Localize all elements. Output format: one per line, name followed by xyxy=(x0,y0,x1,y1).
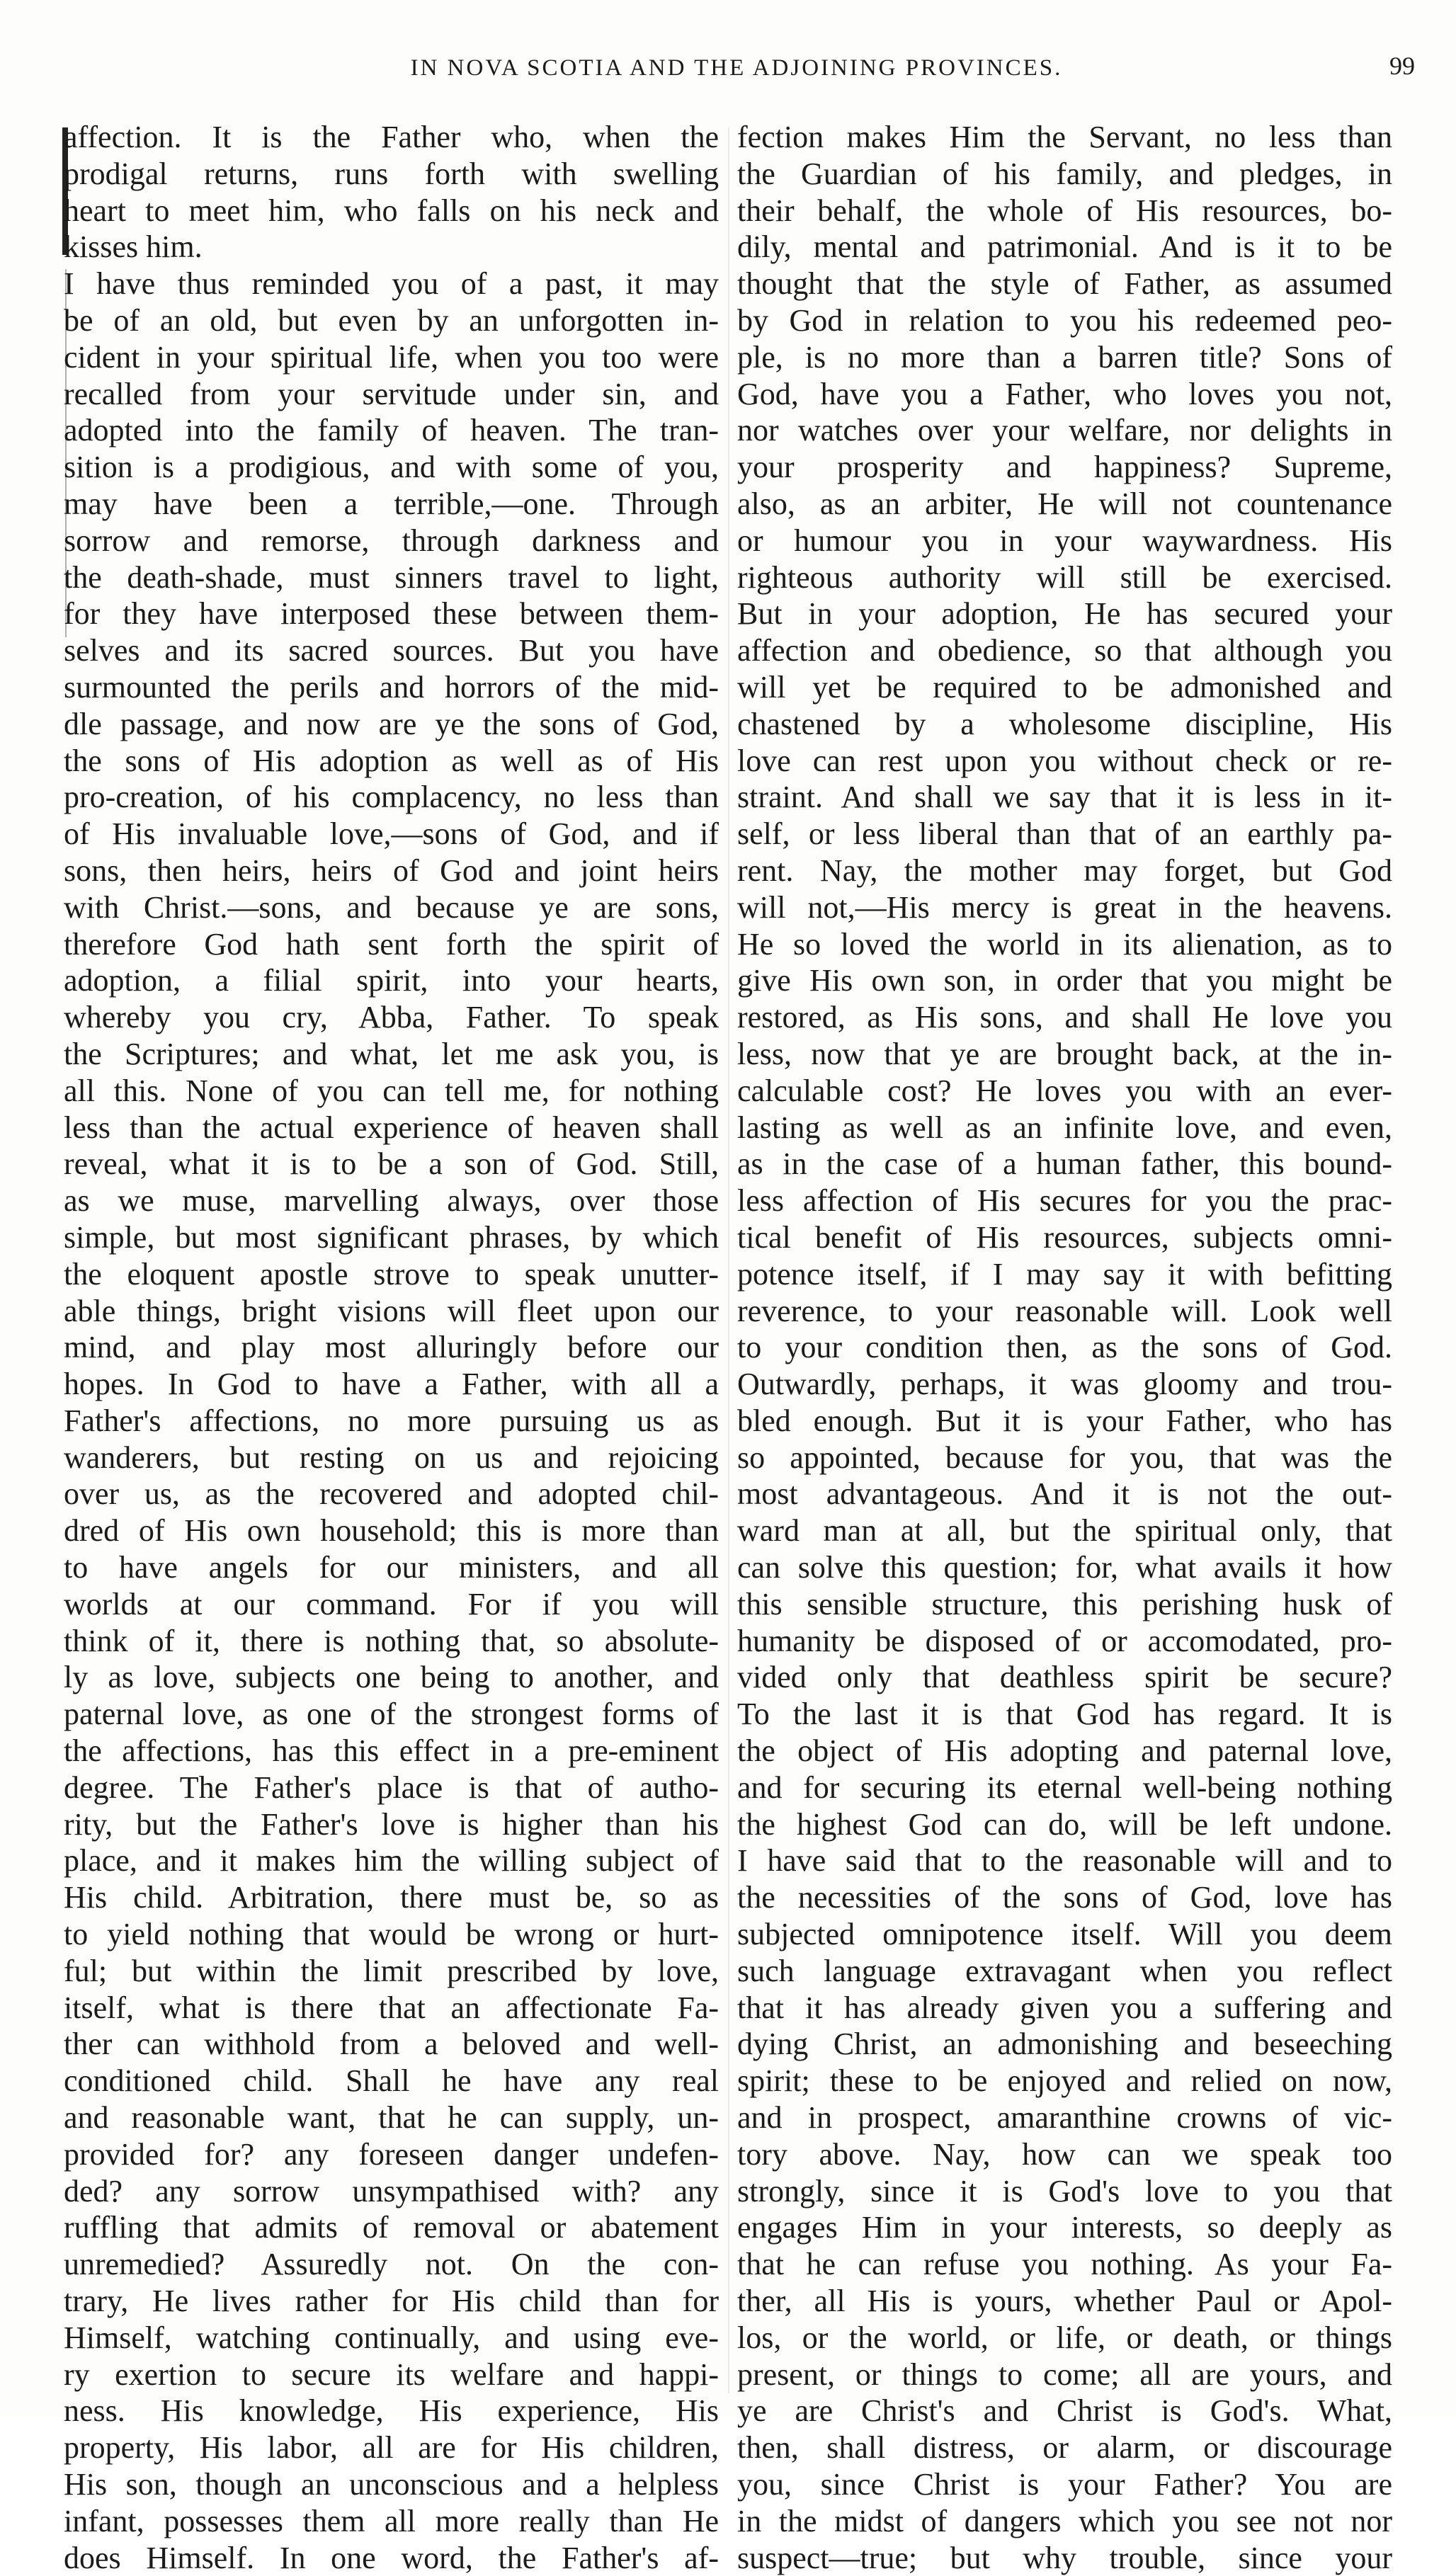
left-column-line: sition is a prodigious, and with some of you, xyxy=(64,450,719,485)
left-column-line: provided for? any foreseen danger undefen- xyxy=(64,2136,719,2172)
right-column-line: righteous authority will still be exercised. xyxy=(737,559,1392,595)
left-column-line: all this. None of you can tell me, for nothing xyxy=(64,1073,719,1108)
left-column-line: prodigal returns, runs forth with swelling xyxy=(64,156,719,191)
left-column-line: pro-creation, of his complacency, no less than xyxy=(64,780,719,815)
left-column-line: worlds at our command. For if you will xyxy=(64,1586,719,1622)
right-column-line: Outwardly, perhaps, it was gloomy and trou- xyxy=(737,1367,1392,1402)
right-column-line: that it has already given you a suffering and xyxy=(737,1990,1392,2025)
left-column-line: to have angels for our ministers, and all xyxy=(64,1550,719,1585)
right-column-line: chastened by a wholesome discipline, His xyxy=(737,706,1392,741)
left-column-line: simple, but most significant phrases, by which xyxy=(64,1219,719,1255)
right-column-line: rent. Nay, the mother may forget, but God xyxy=(737,853,1392,888)
left-column-line: be of an old, but even by an unforgotten in- xyxy=(64,302,719,338)
left-column-line: property, His labor, all are for His children, xyxy=(64,2430,719,2466)
right-column-line: will yet be required to be admonished and xyxy=(737,669,1392,705)
right-column-line: los, or the world, or life, or death, or things xyxy=(737,2320,1392,2355)
right-column-line: engages Him in your interests, so deeply as xyxy=(737,2210,1392,2245)
right-column-line: humanity be disposed of or accomodated, pro- xyxy=(737,1623,1392,1658)
right-column-line: less affection of His secures for you the prac- xyxy=(737,1183,1392,1219)
right-column-line: subjected omnipotence itself. Will you deem xyxy=(737,1917,1392,1952)
left-column-line: whereby you cry, Abba, Father. To speak xyxy=(64,1000,719,1035)
left-column-line: cident in your spiritual life, when you too were xyxy=(64,339,719,375)
left-column-line: paternal love, as one of the strongest forms of xyxy=(64,1697,719,1732)
right-column-line: He so loved the world in its alienation, as to xyxy=(737,926,1392,962)
left-column-line: selves and its sacred sources. But you have xyxy=(64,633,719,668)
running-title: IN NOVA SCOTIA AND THE ADJOINING PROVINCES. xyxy=(410,55,1063,81)
right-column-line: calculable cost? He loves you with an ever- xyxy=(737,1073,1392,1108)
left-column xyxy=(64,119,719,2576)
right-column-line: reverence, to your reasonable will. Look well xyxy=(737,1293,1392,1328)
left-column-line: think of it, there is nothing that, so absolute- xyxy=(64,1623,719,1658)
left-column-line: kisses him. xyxy=(64,229,203,265)
right-column-line: can solve this question; for, what avails it how xyxy=(737,1550,1392,1585)
left-column-line: His son, though an unconscious and a helpless xyxy=(64,2467,719,2502)
right-column-line: I have said that to the reasonable will and to xyxy=(737,1843,1392,1879)
right-column-line: present, or things to come; all are yours, and xyxy=(737,2356,1392,2392)
left-column-line: reveal, what it is to be a son of God. Still, xyxy=(64,1146,719,1182)
right-column-line: ye are Christ's and Christ is God's. What, xyxy=(737,2393,1392,2429)
right-column-line: as in the case of a human father, this bound- xyxy=(737,1146,1392,1182)
right-column-line: so appointed, because for you, that was the xyxy=(737,1440,1392,1475)
left-column-line: trary, He lives rather for His child than for xyxy=(64,2284,719,2319)
left-column-line: ther can withhold from a beloved and well- xyxy=(64,2027,719,2062)
left-column-line: ful; but within the limit prescribed by love, xyxy=(64,1953,719,1988)
right-column-line: the Guardian of his family, and pledges, in xyxy=(737,156,1392,191)
left-column-line: dred of His own household; this is more than xyxy=(64,1513,719,1549)
left-column-line: affection. It is the Father who, when the xyxy=(64,120,719,154)
right-column-line: potence itself, if I may say it with befitting xyxy=(737,1256,1392,1292)
right-column-line: in the midst of dangers which you see not nor xyxy=(737,2503,1392,2538)
left-column-line: ruffling that admits of removal or abatement xyxy=(64,2210,719,2245)
left-column-line: I have thus reminded you of a past, it may xyxy=(64,266,719,302)
right-column-line: strongly, since it is God's love to you that xyxy=(737,2173,1392,2209)
left-column-line: ded? any sorrow unsympathised with? any xyxy=(64,2173,719,2209)
right-column xyxy=(737,119,1392,2576)
right-column-line: the highest God can do, will be left undone. xyxy=(737,1806,1392,1842)
right-column-line: nor watches over your welfare, nor delights in xyxy=(737,413,1392,448)
left-column-line: mind, and play most alluringly before our xyxy=(64,1330,719,1365)
left-column-line: heart to meet him, who falls on his neck and xyxy=(64,193,719,228)
right-column-line: affection and obedience, so that although you xyxy=(737,633,1392,668)
left-column-line: the sons of His adoption as well as of His xyxy=(64,743,719,778)
right-column-line: lasting as well as an infinite love, and even, xyxy=(737,1110,1392,1145)
right-column-line: this sensible structure, this perishing husk of xyxy=(737,1586,1392,1622)
left-column-line: infant, possesses them all more really than He xyxy=(64,2503,719,2538)
left-column-line: recalled from your servitude under sin, and xyxy=(64,376,719,411)
right-column-line: to your condition then, as the sons of God. xyxy=(737,1330,1392,1365)
left-column-line: ness. His knowledge, His experience, His xyxy=(64,2393,719,2429)
right-column-line: fection makes Him the Servant, no less than xyxy=(737,120,1392,154)
left-column-line: therefore God hath sent forth the spirit of xyxy=(64,926,719,962)
left-column-line: Himself, watching continually, and using eve- xyxy=(64,2320,719,2355)
left-column-line: unremedied? Assuredly not. On the con- xyxy=(64,2247,719,2282)
right-column-line: the object of His adopting and paternal love, xyxy=(737,1733,1392,1769)
right-column-line: your prosperity and happiness? Supreme, xyxy=(737,450,1392,485)
left-column-line: the Scriptures; and what, let me ask you, is xyxy=(64,1036,719,1071)
right-column-line: self, or less liberal than that of an earthly pa- xyxy=(737,816,1392,852)
left-column-line: wanderers, but resting on us and rejoicing xyxy=(64,1440,719,1475)
right-column-line: give His own son, in order that you might be xyxy=(737,963,1392,998)
right-column-line: ple, is no more than a barren title? Sons of xyxy=(737,339,1392,375)
right-column-line: and for securing its eternal well-being nothing xyxy=(737,1769,1392,1805)
left-column-line: adopted into the family of heaven. The tran- xyxy=(64,413,719,448)
left-column-line: able things, bright visions will fleet upon our xyxy=(64,1293,719,1328)
left-column-line: with Christ.—sons, and because ye are sons, xyxy=(64,889,719,925)
right-column-line: then, shall distress, or alarm, or discourage xyxy=(737,2430,1392,2466)
right-column-line: also, as an arbiter, He will not countenance xyxy=(737,486,1392,521)
right-column-line: dily, mental and patrimonial. And is it to be xyxy=(737,229,1392,265)
left-column-line: the death-shade, must sinners travel to light, xyxy=(64,559,719,595)
right-column-line: thought that the style of Father, as assumed xyxy=(737,266,1392,302)
left-column-line: surmounted the perils and horrors of the mid- xyxy=(64,669,719,705)
left-column-line: and reasonable want, that he can supply, un- xyxy=(64,2100,719,2136)
right-column-line: their behalf, the whole of His resources, bo- xyxy=(737,193,1392,228)
column-divider xyxy=(728,127,729,2393)
left-column-line: rity, but the Father's love is higher than his xyxy=(64,1806,719,1842)
right-column-line: But in your adoption, He has secured your xyxy=(737,596,1392,632)
left-column-line: does Himself. In one word, the Father's af- xyxy=(64,2540,719,2575)
left-column-line: Father's affections, no more pursuing us as xyxy=(64,1403,719,1438)
left-column-line: itself, what is there that an affectionate Fa- xyxy=(64,1990,719,2025)
left-column-line: less than the actual experience of heaven shall xyxy=(64,1110,719,1145)
left-column-line: hopes. In God to have a Father, with all a xyxy=(64,1367,719,1402)
right-column-line: you, since Christ is your Father? You are xyxy=(737,2467,1392,2502)
left-column-line: place, and it makes him the willing subject of xyxy=(64,1843,719,1879)
right-column-line: most advantageous. And it is not the out- xyxy=(737,1476,1392,1512)
right-column-line: the necessities of the sons of God, love has xyxy=(737,1880,1392,1915)
left-column-line: ry exertion to secure its welfare and happi- xyxy=(64,2356,719,2392)
right-column-line: To the last it is that God has regard. It is xyxy=(737,1697,1392,1732)
left-column-line: the affections, has this effect in a pre-eminent xyxy=(64,1733,719,1769)
right-column-line: spirit; these to be enjoyed and relied on now, xyxy=(737,2063,1392,2099)
left-column-line: sons, then heirs, heirs of God and joint heirs xyxy=(64,853,719,888)
right-column-line: by God in relation to you his redeemed peo- xyxy=(737,302,1392,338)
right-column-line: will not,—His mercy is great in the heavens. xyxy=(737,889,1392,925)
right-column-line: suspect—true; but why trouble, since your xyxy=(737,2540,1392,2575)
right-column-line: dying Christ, an admonishing and beseeching xyxy=(737,2027,1392,2062)
right-column-line: tical benefit of His resources, subjects omni- xyxy=(737,1219,1392,1255)
page-number: 99 xyxy=(1389,52,1415,80)
right-column-line: God, have you a Father, who loves you not, xyxy=(737,376,1392,411)
left-column-line: may have been a terrible,—one. Through xyxy=(64,486,719,521)
right-column-line: such language extravagant when you reflect xyxy=(737,1953,1392,1988)
left-column-line: to yield nothing that would be wrong or hurt- xyxy=(64,1917,719,1952)
right-column-line: and in prospect, amaranthine crowns of vic- xyxy=(737,2100,1392,2136)
right-column-line: restored, as His sons, and shall He love you xyxy=(737,1000,1392,1035)
right-column-line: vided only that deathless spirit be secure? xyxy=(737,1660,1392,1695)
right-column-line: ther, all His is yours, whether Paul or Apol- xyxy=(737,2284,1392,2319)
left-column-line: the eloquent apostle strove to speak unutter- xyxy=(64,1256,719,1292)
right-column-line: ward man at all, but the spiritual only, that xyxy=(737,1513,1392,1549)
left-column-line: degree. The Father's place is that of autho- xyxy=(64,1769,719,1805)
right-column-line: love can rest upon you without check or re- xyxy=(737,743,1392,778)
left-column-line: adoption, a filial spirit, into your hearts, xyxy=(64,963,719,998)
left-column-line: of His invaluable love,—sons of God, and if xyxy=(64,816,719,852)
right-column-line: straint. And shall we say that it is less in it- xyxy=(737,780,1392,815)
right-column-line: less, now that ye are brought back, at the in- xyxy=(737,1036,1392,1071)
right-column-line: bled enough. But it is your Father, who has xyxy=(737,1403,1392,1438)
left-column-line: as we muse, marvelling always, over those xyxy=(64,1183,719,1219)
left-column-line: sorrow and remorse, through darkness and xyxy=(64,523,719,558)
left-column-line: ly as love, subjects one being to another, and xyxy=(64,1660,719,1695)
left-column-line: His child. Arbitration, there must be, so as xyxy=(64,1880,719,1915)
left-column-line: for they have interposed these between them- xyxy=(64,596,719,632)
left-column-line: over us, as the recovered and adopted chil- xyxy=(64,1476,719,1512)
right-column-line: tory above. Nay, how can we speak too xyxy=(737,2136,1392,2172)
left-column-line: dle passage, and now are ye the sons of God, xyxy=(64,706,719,741)
right-column-line: that he can refuse you nothing. As your Fa- xyxy=(737,2247,1392,2282)
left-column-line: conditioned child. Shall he have any real xyxy=(64,2063,719,2099)
right-column-line: or humour you in your waywardness. His xyxy=(737,523,1392,558)
